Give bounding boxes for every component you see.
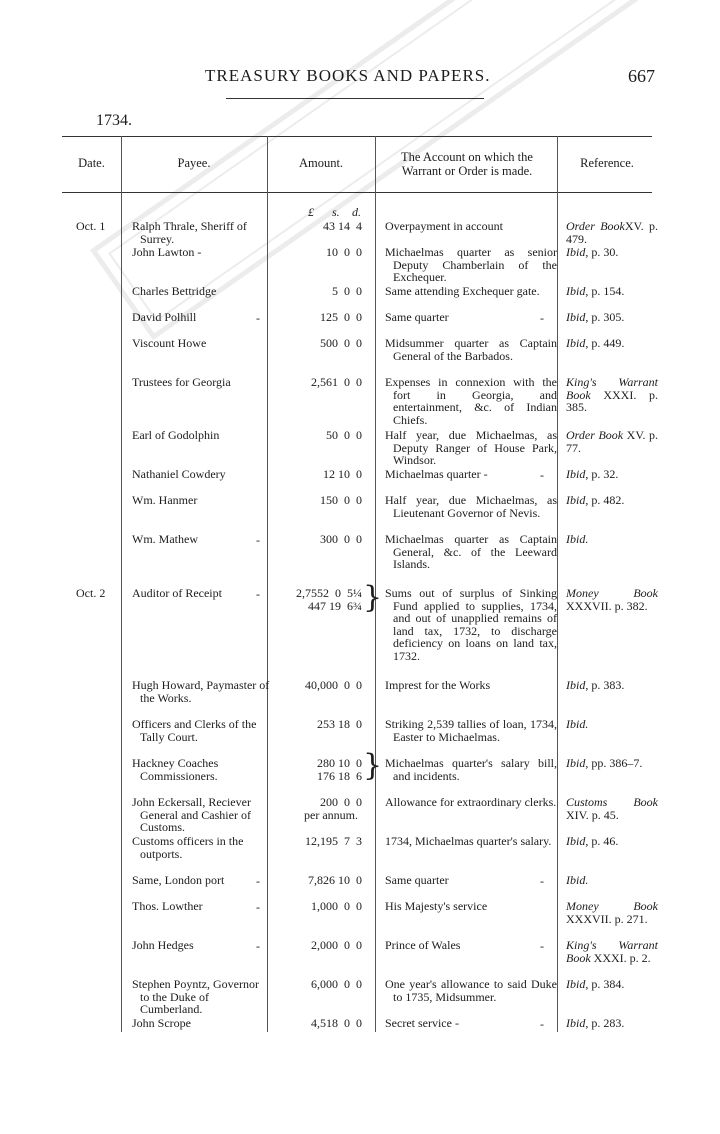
row-account: Michaelmas quarter - [385, 467, 488, 481]
row-account: Secret service - [385, 1016, 459, 1030]
row-amount-second: 447 19 6¾ [308, 599, 362, 613]
row-amount: 2,7552 0 5¼ [296, 586, 362, 600]
row-reference: Money Book XXXVII. p. 271. [566, 899, 658, 926]
row-reference: Ibid, p. 46. [566, 834, 619, 848]
column-header-amount: Amount. [298, 156, 344, 170]
row-account: Same attending Exchequer gate. [385, 284, 540, 298]
row-payee: Officers and Clerks of the Tally Court. [132, 717, 257, 744]
column-header-reference: Reference. [580, 156, 634, 170]
column-divider-1 [121, 136, 122, 1032]
pounds-header: £ [308, 205, 314, 219]
row-account: Midsummer quarter as Captain General of the Barbados. [385, 336, 557, 363]
row-leader-dash: - [540, 311, 544, 325]
row-account: 1734, Michaelmas quarter's salary. [385, 834, 552, 848]
row-payee: Viscount Howe [132, 336, 207, 350]
row-payee: Same, London port [132, 873, 225, 887]
row-amount: 253 18 0 [317, 717, 362, 731]
row-amount: 4,518 0 0 [311, 1016, 362, 1030]
row-account: One year's allowance to said Duke to 1735, Midsummer. [385, 977, 557, 1004]
row-amount-second: per annum. [304, 808, 358, 822]
row-reference: Ibid. [566, 532, 589, 546]
row-reference: Ibid, p. 449. [566, 336, 625, 350]
row-amount: 10 0 0 [326, 245, 362, 259]
row-payee: Charles Bettridge [132, 284, 217, 298]
row-amount-second: 176 18 6 [317, 769, 362, 783]
row-reference: Ibid. [566, 717, 589, 731]
column-header-account: The Account on which the Warrant or Order is made. [401, 150, 533, 178]
row-amount: 300 0 0 [320, 532, 362, 546]
row-reference: King's Warrant Book XXXI. p. 385. [566, 375, 658, 414]
year-label: 1734. [96, 112, 132, 129]
row-payee: John Eckersall, Reciever General and Cashier of Customs. [132, 795, 251, 834]
row-account: Michaelmas quarter as senior Deputy Chamberlain of the Exchequer. [385, 245, 557, 284]
row-leader-dash: - [256, 533, 260, 547]
row-leader-dash: - [256, 874, 260, 888]
row-amount: 2,561 0 0 [311, 375, 362, 389]
row-reference: Money Book XXXVII. p. 382. [566, 586, 658, 613]
column-header-date: Date. [78, 156, 105, 170]
row-reference: Ibid, p. 482. [566, 493, 625, 507]
row-amount: 5 0 0 [332, 284, 362, 298]
pence-header: d. [352, 205, 361, 219]
row-leader-dash: - [256, 939, 260, 953]
row-payee: Earl of Godolphin [132, 428, 220, 442]
row-payee: Wm. Hanmer [132, 493, 198, 507]
row-amount: 125 0 0 [320, 310, 362, 324]
page-number: 667 [628, 66, 655, 86]
row-amount: 500 0 0 [320, 336, 362, 350]
row-payee: Auditor of Receipt [132, 586, 222, 600]
shillings-header: s. [332, 205, 340, 219]
row-date: Oct. 2 [76, 586, 106, 600]
row-payee: Hackney Coaches Commissioners. [132, 756, 219, 783]
row-leader-dash: - [256, 311, 260, 325]
table-top-rule [62, 136, 652, 137]
row-account: Michaelmas quarter as Captain General, &c. of the Leeward Islands. [385, 532, 557, 571]
row-reference: Order BookXV. p. 479. [566, 219, 658, 246]
row-account: Half year, due Michaelmas, as Deputy Ranger of House Park, Windsor. [385, 428, 557, 467]
row-amount: 43 14 4 [323, 219, 362, 233]
row-reference: Ibid, p. 384. [566, 977, 625, 991]
row-payee: Wm. Mathew [132, 532, 198, 546]
row-leader-dash: - [540, 1017, 544, 1031]
row-payee: Trustees for Georgia [132, 375, 231, 389]
row-reference: Ibid, p. 383. [566, 678, 625, 692]
row-account: Expenses in connexion with the fort in Georgia, and entertainment, &c. of Indian Chiefs. [385, 375, 557, 427]
row-payee: David Polhill [132, 310, 197, 324]
row-account: Same quarter [385, 310, 449, 324]
row-account: Imprest for the Works [385, 678, 491, 692]
row-payee: Hugh Howard, Paymaster of the Works. [132, 678, 270, 705]
row-leader-dash: - [256, 900, 260, 914]
row-account: His Majesty's service [385, 899, 488, 913]
row-leader-dash: - [256, 587, 260, 601]
row-reference: Customs Book XIV. p. 45. [566, 795, 658, 822]
row-amount: 280 10 0 [317, 756, 362, 770]
amount-brace: } [363, 580, 383, 615]
header-rule [226, 98, 484, 99]
row-payee: Customs officers in the outports. [132, 834, 244, 861]
running-title: TREASURY BOOKS AND PAPERS. [205, 66, 491, 85]
row-reference: Ibid, p. 154. [566, 284, 625, 298]
row-leader-dash: - [540, 874, 544, 888]
row-leader-dash: - [540, 939, 544, 953]
row-account: Same quarter [385, 873, 449, 887]
row-amount: 40,000 0 0 [305, 678, 362, 692]
row-amount: 2,000 0 0 [311, 938, 362, 952]
row-amount: 50 0 0 [326, 428, 362, 442]
row-reference: Ibid, p. 30. [566, 245, 619, 259]
row-amount: 1,000 0 0 [311, 899, 362, 913]
row-amount: 7,826 10 0 [308, 873, 362, 887]
row-reference: King's Warrant Book XXXI. p. 2. [566, 938, 658, 965]
row-account: Michaelmas quarter's salary bill, and incidents. [385, 756, 557, 783]
amount-brace: } [363, 748, 383, 783]
column-divider-4 [557, 136, 558, 1032]
row-amount: 6,000 0 0 [311, 977, 362, 991]
column-divider-2 [267, 136, 268, 1032]
row-account: Striking 2,539 tallies of loan, 1734, Easter to Michaelmas. [385, 717, 557, 744]
row-reference: Ibid, p. 32. [566, 467, 619, 481]
row-amount: 150 0 0 [320, 493, 362, 507]
row-leader-dash: - [540, 468, 544, 482]
row-payee: Thos. Lowther [132, 899, 203, 913]
column-header-payee: Payee. [177, 156, 211, 170]
row-reference: Order Book XV. p. 77. [566, 428, 658, 455]
row-amount: 12 10 0 [323, 467, 362, 481]
row-payee: Ralph Thrale, Sheriff of Surrey. [132, 219, 247, 246]
row-payee: Stephen Poyntz, Governor to the Duke of Cumberland. [132, 977, 259, 1016]
row-payee: John Scrope [132, 1016, 191, 1030]
row-account: Overpayment in account [385, 219, 503, 233]
row-account: Allowance for extraordinary clerks. [385, 795, 557, 809]
row-reference: Ibid, pp. 386–7. [566, 756, 643, 770]
row-date: Oct. 1 [76, 219, 106, 233]
row-account: Half year, due Michaelmas, as Lieutenant Governor of Nevis. [385, 493, 557, 520]
row-payee: John Lawton - [132, 245, 202, 259]
row-account: Prince of Wales [385, 938, 461, 952]
row-payee: John Hedges [132, 938, 194, 952]
row-reference: Ibid, p. 305. [566, 310, 625, 324]
row-reference: Ibid, p. 283. [566, 1016, 625, 1030]
row-amount: 200 0 0 [320, 795, 362, 809]
table-header-rule [62, 192, 652, 193]
row-amount: 12,195 7 3 [305, 834, 362, 848]
row-payee: Nathaniel Cowdery [132, 467, 226, 481]
row-reference: Ibid. [566, 873, 589, 887]
row-account: Sums out of surplus of Sinking Fund applied to supplies, 1734, and out of unapplied remains of land tax, 1732, to discharge deficiency on loans on land tax, 1732. [385, 586, 557, 663]
